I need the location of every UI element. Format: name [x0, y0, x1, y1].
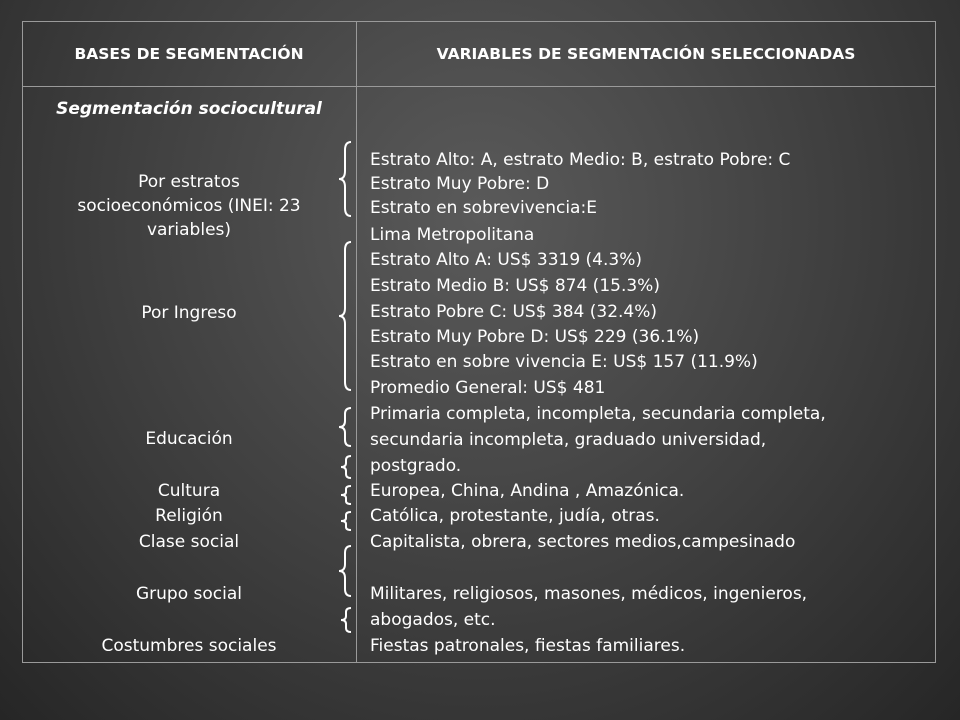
variable-line: Fiestas patronales, fiestas familiares.	[370, 636, 686, 656]
variable-line: Promedio General: US$ 481	[370, 378, 606, 398]
base-clase-social: Clase social	[138, 532, 240, 552]
variable-line: postgrado.	[370, 456, 462, 476]
variable-line: Estrato Alto A: US$ 3319 (4.3%)	[370, 250, 642, 270]
header-bases: BASES DE SEGMENTACIÓN	[74, 45, 304, 63]
left-brace-icon	[335, 606, 359, 634]
base-religion: Religión	[155, 506, 223, 526]
left-brace-icon	[335, 140, 359, 218]
variable-line: Estrato Pobre C: US$ 384 (32.4%)	[370, 302, 658, 322]
variable-line: Católica, protestante, judía, otras.	[370, 506, 660, 526]
base-grupo-social: Grupo social	[135, 584, 242, 604]
variable-line: Primaria completa, incompleta, secundaria completa,	[370, 404, 826, 424]
variable-line: Lima Metropolitana	[370, 225, 535, 245]
base-estratos-line1: Por estratos	[138, 172, 240, 192]
header-divider	[23, 86, 935, 87]
section-title-sociocultural: Segmentación sociocultural	[56, 99, 322, 119]
variable-line: secundaria incompleta, graduado universidad,	[370, 430, 767, 450]
variable-line: Estrato en sobrevivencia:E	[370, 198, 597, 218]
variable-line: Estrato Muy Pobre: D	[370, 174, 550, 194]
base-costumbres: Costumbres sociales	[101, 636, 277, 656]
left-brace-icon	[335, 544, 359, 598]
variable-line: Capitalista, obrera, sectores medios,campesinado	[370, 532, 796, 552]
base-estratos-line3: variables)	[146, 220, 232, 240]
left-brace-icon	[335, 240, 359, 392]
base-estratos-line2: socioeconómicos (INEI: 23	[77, 196, 301, 216]
variable-line: Estrato Alto: A, estrato Medio: B, estrato Pobre: C	[370, 150, 791, 170]
variable-line: Estrato en sobre vivencia E: US$ 157 (11.9%)	[370, 352, 758, 372]
variable-line: Europea, China, Andina , Amazónica.	[370, 481, 685, 501]
variable-line: abogados, etc.	[370, 610, 496, 630]
left-brace-icon	[335, 510, 359, 532]
variable-line: Militares, religiosos, masones, médicos, ingenieros,	[370, 584, 808, 604]
left-brace-icon	[335, 454, 359, 480]
base-ingreso: Por Ingreso	[141, 303, 237, 323]
base-cultura: Cultura	[157, 481, 221, 501]
left-brace-icon	[335, 406, 359, 448]
left-brace-icon	[335, 484, 359, 506]
variable-line: Estrato Medio B: US$ 874 (15.3%)	[370, 276, 660, 296]
base-educacion: Educación	[145, 429, 233, 449]
segmentation-table	[22, 21, 936, 663]
variable-line: Estrato Muy Pobre D: US$ 229 (36.1%)	[370, 327, 700, 347]
header-variables: VARIABLES DE SEGMENTACIÓN SELECCIONADAS	[436, 45, 856, 63]
